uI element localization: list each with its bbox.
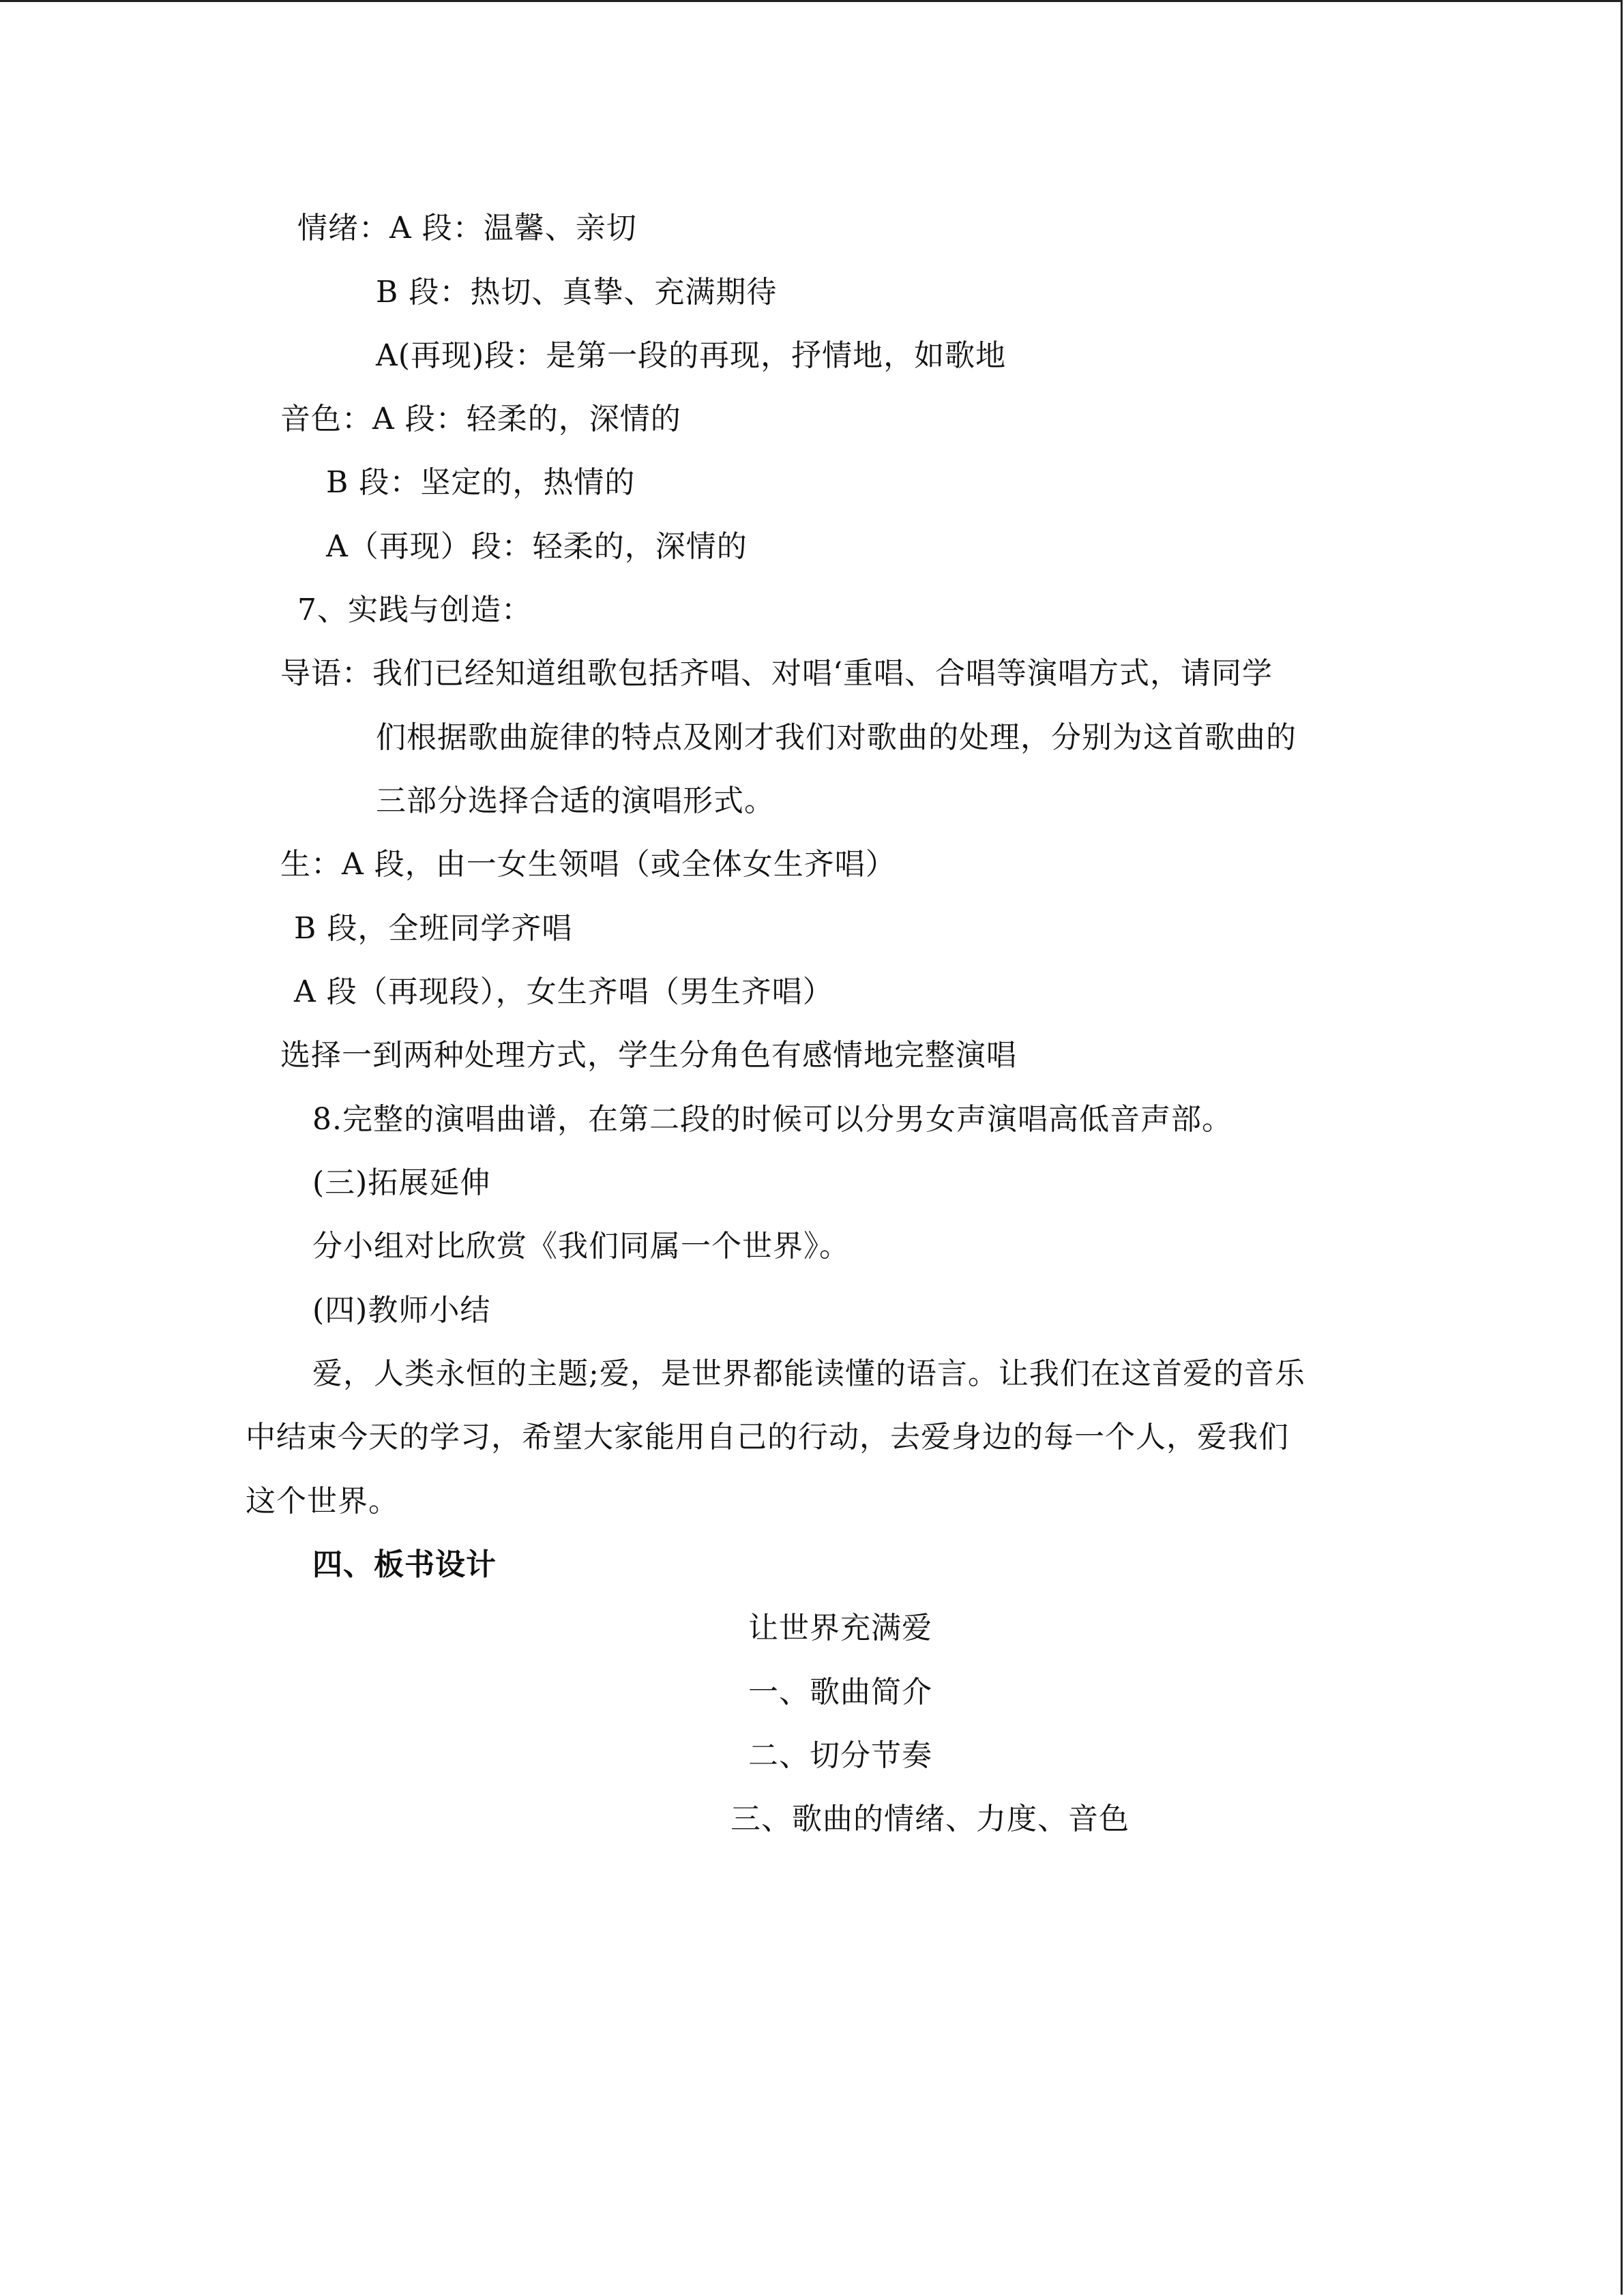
text-line-extension-body: 分小组对比欣赏《我们同属一个世界》。 [312,1229,850,1264]
text-line-emotion-a-reprise: A(再现)段：是第一段的再现，抒情地，如歌地 [376,338,1007,373]
text-line-timbre-a: 音色：A 段：轻柔的，深情的 [280,402,681,436]
text-line-practice-heading: 7、实践与创造： [297,593,532,627]
text-line-intro-1: 导语：我们已经知道组歌包括齐唱、对唱‘重唱、合唱等演唱方式，请同学 [280,656,1273,691]
text-line-emotion-a: 情绪：A 段：温馨、亲切 [297,211,637,245]
text-line-intro-2: 们根据歌曲旋律的特点及刚才我们对歌曲的处理，分别为这首歌曲的 [376,720,1297,755]
text-line-summary-1: 爱，人类永恒的主题;爱，是世界都能读懂的语言。让我们在这首爱的音乐 [312,1356,1305,1391]
board-title: 让世界充满爱 [748,1611,932,1645]
text-line-extension-heading: (三)拓展延伸 [312,1165,491,1200]
text-line-timbre-b: B 段：坚定的，热情的 [326,465,636,500]
section-heading-board-design: 四、板书设计 [312,1547,497,1582]
text-line-student-a: 生：A 段，由一女生领唱（或全体女生齐唱） [280,847,896,882]
text-line-choose-method: 选择一到两种处理方式，学生分角色有感情地完整演唱 [280,1038,1017,1073]
text-line-summary-heading: (四)教师小结 [312,1293,491,1328]
board-item-3: 三、歌曲的情绪、力度、音色 [730,1802,1130,1836]
text-line-summary-2: 中结束今天的学习，希望大家能用自己的行动，去爱身边的每一个人，爱我们 [246,1420,1289,1455]
text-line-summary-3: 这个世界。 [246,1484,399,1519]
text-line-timbre-a-reprise: A（再现）段：轻柔的，深情的 [326,529,748,564]
board-item-2: 二、切分节奏 [748,1738,932,1773]
text-line-emotion-b: B 段：热切、真挚、充满期待 [376,275,778,310]
text-line-item-8: 8.完整的演唱曲谱，在第二段的时候可以分男女声演唱高低音声部。 [312,1102,1232,1137]
text-line-intro-3: 三部分选择合适的演唱形式。 [376,784,775,818]
board-item-1: 一、歌曲简介 [748,1675,932,1710]
text-line-student-b: B 段，全班同学齐唱 [294,911,573,946]
text-line-student-a-reprise: A 段（再现段），女生齐唱（男生齐唱） [294,974,833,1009]
